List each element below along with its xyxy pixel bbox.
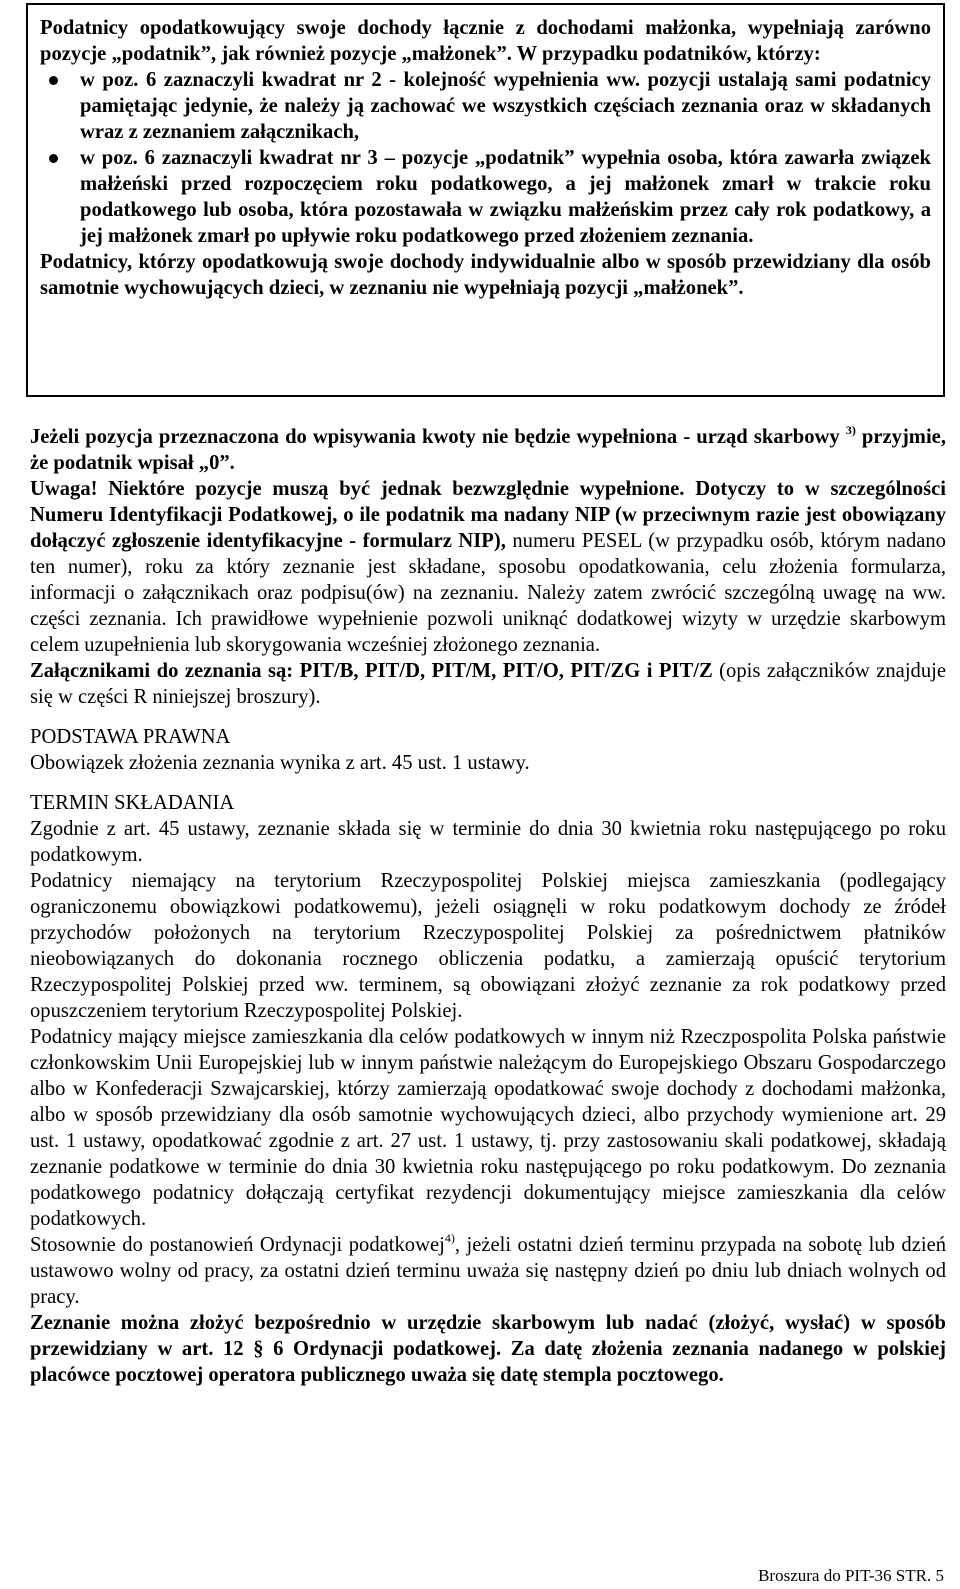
deadline-paragraph: Zgodnie z art. 45 ustawy, zeznanie składa się w terminie do dnia 30 kwietnia roku następującego po roku podatkowym. (30, 818, 946, 866)
main-content (30, 424, 946, 1388)
nonresident-paragraph: Podatnicy niemający na terytorium Rzeczypospolitej Polskiej miejsca zamieszkania (podlegający ograniczonemu obowiązkowi podatkowemu), jeżeli osiągnęli w roku podatkowym dochody ze źródeł przychodów położonych na terytorium Rzeczypospolitej Polskiej za pośrednictwem płatników nieobowiązanych do dokonania rocznego obliczenia podatku, a zamierzają opuścić terytorium Rzeczypospolitej Polskiej przed ww. terminem, są obowiązani złożyć zeznanie za rok podatkowy przed opuszczeniem terytorium Rzeczypospolitej Polskiej. (30, 870, 946, 1022)
attachments-text: (opis załączników znajduje się w części R niniejszej broszury). (30, 660, 947, 708)
box-paragraph-individual: Podatnicy, którzy opodatkowują swoje dochody indywidualnie albo w sposób przewidziany dla osób samotnie wychowujących dzieci, w zeznaniu nie wypełniają pozycji „małżonek”. (40, 251, 931, 299)
bullet-icon (49, 154, 58, 163)
page-footer: Broszura do PIT-36 STR. 5 (758, 1566, 944, 1585)
footnote-ref: 3) (845, 423, 856, 437)
section-title-legal-basis: PODSTAWA PRAWNA (30, 726, 231, 748)
box-paragraph-intro: Podatnicy opodatkowujący swoje dochody łącznie z dochodami małżonka, wypełniają zarówno pozycje „podatnik”, jak również pozycje „małżonek”. W przypadku podatników, którzy: (40, 17, 931, 65)
legal-basis-text: Obowiązek złożenia zeznania wynika z art. 45 ust. 1 ustawy. (30, 752, 530, 774)
footnote-ref: 4) (444, 1231, 455, 1245)
warning-bold-text: Uwaga! Niektóre pozycje muszą być jednak bezwzględnie wypełnione. Dotyczy to w szczególności Numeru Identyfikacji Podatkowej, o ile podatnik ma nadany NIP (w przeciwnym razie jest obowiązany dołączyć zgłoszenie identyfikacyjne - formularz NIP), (30, 478, 946, 552)
box-bullet-item (40, 67, 931, 145)
box-bullet-text: w poz. 6 zaznaczyli kwadrat nr 2 - kolejność wypełnienia ww. pozycji ustalają sami podatnicy pamiętając jedynie, że należy ją zachować we wszystkich częściach zeznania oraz w składanych wraz z zeznaniem załącznikach, (80, 69, 931, 143)
eu-resident-paragraph: Podatnicy mający miejsce zamieszkania dla celów podatkowych w innym niż Rzeczpospolita Polska państwie członkowskim Unii Europejskiej lub w innym państwie należącym do Europejskiego Obszaru Gospodarczego albo w Konfederacji Szwajcarskiej, którzy zamierzają opodatkować swoje dochody z dochodami małżonka, albo w sposób przewidziany dla osób samotnie wychowujących dzieci, albo przychody wymienione art. 29 ust. 1 ustawy, opodatkować zgodnie z art. 27 ust. 1 ustawy, tj. przy zastosowaniu skali podatkowej, składają zeznanie podatkowe w terminie do dnia 30 kwietnia roku następującego po roku podatkowym. Do zeznania podatkowego podatnicy dołączają certyfikat rezydencji dokumentujący miejsce zamieszkania dla celów podatkowych. (30, 1026, 946, 1230)
box-bullet-text: w poz. 6 zaznaczyli kwadrat nr 3 – pozycje „podatnik” wypełnia osoba, która zawarła związek małżeński przed rozpoczęciem roku podatkowego, a jej małżonek zmarł w trakcie roku podatkowego lub osoba, która pozostawała w związku małżeńskim przez cały rok podatkowy, a jej małżonek zmarł po upływie roku podatkowego przed złożeniem zeznania. (80, 147, 931, 247)
box-bullet-item (40, 145, 931, 249)
spouse-info-box (26, 3, 945, 397)
attachments-paragraph (30, 658, 946, 710)
empty-field-tail: przyjmie, że podatnik wpisał „0”. (30, 426, 946, 474)
warning-text: numeru PESEL (w przypadku osób, którym nadano ten numer), roku za który zeznanie jest składane, sposobu opodatkowania, celu złożenia formularza, informacji o załącznikach oraz podpisu(ów) na zeznaniu. Należy zatem zwrócić szczególną uwagę na ww. części zeznania. Ich prawidłowe wypełnienie pozwoli uniknąć dodatkowej wizyty w urzędzie skarbowym celem uzupełnienia lub skorygowania wcześniej złożonego zeznania. (30, 530, 946, 656)
holiday-rule-paragraph (30, 1232, 946, 1310)
bullet-icon (49, 76, 58, 85)
submission-paragraph: Zeznanie można złożyć bezpośrednio w urzędzie skarbowym lub nadać (złożyć, wysłać) w sposób przewidziany w art. 12 § 6 Ordynacji podatkowej. Za datę złożenia zeznania nadanego w polskiej placówce pocztowej operatora publicznego uważa się datę stempla pocztowego. (30, 1312, 946, 1386)
holiday-rule-text-a: Stosownie do postanowień Ordynacji podatkowej (30, 1234, 445, 1256)
section-title-deadline: TERMIN SKŁADANIA (30, 792, 235, 814)
holiday-rule-text-b: , jeżeli ostatni dzień terminu przypada na sobotę lub dzień ustawowo wolny od pracy, za ostatni dzień terminu uważa się następny dzień po dniu lub dniach wolnych od pracy. (30, 1234, 947, 1308)
empty-field-text: Jeżeli pozycja przeznaczona do wpisywania kwoty nie będzie wypełniona - urząd skarbowy (30, 426, 840, 448)
attachments-bold-text: Załącznikami do zeznania są: PIT/B, PIT/D, PIT/M, PIT/O, PIT/ZG i PIT/Z (30, 660, 713, 682)
warning-paragraph (30, 476, 946, 658)
empty-field-paragraph (30, 424, 946, 476)
